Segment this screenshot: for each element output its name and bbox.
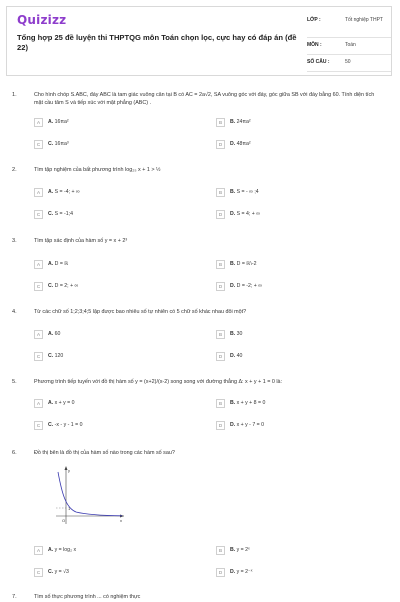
option-c[interactable]	[34, 282, 194, 293]
option-key: C.	[48, 422, 54, 428]
option-value: D = 2; + ∞	[54, 283, 79, 289]
option-key: B.	[230, 547, 236, 553]
option-letter-box: B	[216, 188, 225, 197]
option-letter-box: B	[216, 260, 225, 269]
option-value: 60	[54, 331, 61, 337]
question-text: Tìm số thực phương trình ... có nghiệm thực	[34, 594, 141, 600]
option-c[interactable]	[34, 421, 194, 432]
option-value: 24πa²	[236, 119, 251, 125]
question-text: Cho hình chóp S.ABC, đáy ABC là tam giác vuông cân tại B có AC = 2a√2, SA vuông góc với đáy, góc giữa SB với đáy bằng 60. Tính diện tích mặt cầu tâm S và tiếp xúc với mặt phẳng (ABC) .	[34, 92, 375, 106]
option-letter-box: A	[34, 118, 43, 127]
option-value: x + y = 0	[54, 400, 75, 406]
option-letter-box: C	[34, 568, 43, 577]
question-number: 3.	[12, 238, 17, 244]
option-a[interactable]	[34, 330, 194, 341]
meta-row-class	[307, 15, 391, 38]
option-value: S = 4; + ∞	[236, 211, 260, 217]
question-number: 5.	[12, 379, 17, 385]
option-key: A.	[48, 547, 54, 553]
option-letter-box: A	[34, 546, 43, 555]
option-value: 16πa²	[54, 119, 69, 125]
option-c[interactable]	[34, 140, 194, 151]
meta-value: 50	[345, 59, 351, 65]
option-letter-box: D	[216, 421, 225, 430]
option-letter-box: D	[216, 568, 225, 577]
option-key: D.	[230, 422, 236, 428]
question-text: Tìm tập xác định của hàm số y = x + 2³	[34, 238, 128, 244]
option-d[interactable]	[216, 210, 376, 221]
option-d[interactable]	[216, 568, 376, 579]
option-key: D.	[230, 353, 236, 359]
option-key: D.	[230, 283, 236, 289]
option-key: B.	[230, 400, 236, 406]
option-letter-box: B	[216, 546, 225, 555]
option-letter-box: B	[216, 330, 225, 339]
option-d[interactable]	[216, 352, 376, 363]
option-value: y = 2⁻ˣ	[236, 569, 253, 575]
option-b[interactable]	[216, 546, 376, 557]
option-value: -x - y - 1 = 0	[54, 422, 83, 428]
option-key: A.	[48, 400, 54, 406]
option-key: D.	[230, 569, 236, 575]
option-value: x + y + 8 = 0	[236, 400, 266, 406]
option-b[interactable]	[216, 260, 376, 271]
option-value: 40	[236, 353, 243, 359]
option-letter-box: D	[216, 282, 225, 291]
option-value: 48πa²	[236, 141, 251, 147]
option-value: y = log₂ x	[54, 547, 77, 553]
option-key: A.	[48, 189, 54, 195]
quizizz-logo: Quizizz	[17, 13, 67, 27]
option-letter-box: D	[216, 210, 225, 219]
option-d[interactable]	[216, 140, 376, 151]
option-key: D.	[230, 141, 236, 147]
question-number: 6.	[12, 450, 17, 456]
option-value: 120	[54, 353, 64, 359]
option-letter-box: D	[216, 140, 225, 149]
option-a[interactable]	[34, 260, 194, 271]
worksheet-header	[6, 6, 392, 76]
meta-value: Tốt nghiệp THPT	[345, 17, 383, 23]
option-letter-box: A	[34, 330, 43, 339]
meta-label: SỐ CÂU :	[307, 59, 330, 65]
option-letter-box: C	[34, 140, 43, 149]
option-key: C.	[48, 211, 54, 217]
option-value: D = ℝ	[54, 261, 69, 267]
meta-label: MÔN :	[307, 42, 322, 48]
option-value: 16πa³	[54, 141, 69, 147]
option-c[interactable]	[34, 210, 194, 221]
option-letter-box: C	[34, 421, 43, 430]
x-axis-label: x	[120, 518, 122, 523]
option-key: C.	[48, 569, 54, 575]
option-a[interactable]	[34, 546, 194, 557]
option-value: y = 2ˣ	[236, 547, 250, 553]
option-key: B.	[230, 189, 236, 195]
option-value: D = -2; + ∞	[236, 283, 262, 289]
option-key: B.	[230, 261, 236, 267]
option-letter-box: C	[34, 282, 43, 291]
question-number: 1.	[12, 92, 17, 98]
option-key: A.	[48, 119, 54, 125]
option-a[interactable]	[34, 399, 194, 410]
option-value: D = ℝ\-2	[236, 261, 257, 267]
option-letter-box: A	[34, 260, 43, 269]
option-letter-box: C	[34, 352, 43, 361]
option-letter-box: A	[34, 399, 43, 408]
option-key: C.	[48, 141, 54, 147]
option-letter-box: D	[216, 352, 225, 361]
option-value: 30	[236, 331, 243, 337]
function-graph	[54, 464, 124, 526]
option-key: C.	[48, 283, 54, 289]
option-letter-box: B	[216, 399, 225, 408]
option-b[interactable]	[216, 188, 376, 199]
tick-label: 1	[68, 506, 71, 511]
option-value: S = - ∞ ;4	[236, 189, 259, 195]
option-b[interactable]	[216, 118, 376, 129]
option-a[interactable]	[34, 118, 194, 129]
option-letter-box: C	[34, 210, 43, 219]
question-number: 4.	[12, 309, 17, 315]
meta-value: Toán	[345, 42, 356, 48]
question-text: Đồ thị bên là đồ thị của hàm số nào trong các hàm số sau?	[34, 450, 175, 456]
option-b[interactable]	[216, 330, 376, 341]
option-key: B.	[230, 331, 236, 337]
meta-row-subject	[307, 40, 391, 55]
question-text: Tìm tập nghiệm của bất phương trình log₂₅ x + 1 > ½	[34, 167, 161, 173]
option-value: S = -1;4	[54, 211, 73, 217]
question-number: 2.	[12, 167, 17, 173]
y-axis-label: y	[68, 468, 70, 473]
option-b[interactable]	[216, 399, 376, 410]
option-d[interactable]	[216, 421, 376, 432]
option-a[interactable]	[34, 188, 194, 199]
option-letter-box: A	[34, 188, 43, 197]
option-key: B.	[230, 119, 236, 125]
option-value: S = -4; + ∞	[54, 189, 80, 195]
option-value: y = √3	[54, 569, 69, 575]
option-letter-box: B	[216, 118, 225, 127]
option-value: x + y - 7 = 0	[236, 422, 265, 428]
question-text: Phương trình tiếp tuyến với đồ thị hàm số y = (x+2)/(x-2) song song với đường thẳng Δ: x + y + 1 = 0 là:	[34, 379, 283, 385]
option-key: A.	[48, 261, 54, 267]
question-number: 7.	[12, 594, 17, 600]
option-key: C.	[48, 353, 54, 359]
worksheet-title: Tổng hợp 25 đề luyện thi THPTQG môn Toán chọn lọc, cực hay có đáp án (đề 22)	[17, 33, 297, 52]
option-c[interactable]	[34, 352, 194, 363]
origin-label: O	[62, 518, 66, 523]
option-c[interactable]	[34, 568, 194, 579]
option-key: A.	[48, 331, 54, 337]
option-key: D.	[230, 211, 236, 217]
option-d[interactable]	[216, 282, 376, 293]
meta-row-count	[307, 57, 391, 72]
question-text: Từ các chữ số 1;2;3;4;5 lập được bao nhiêu số tự nhiên có 5 chữ số khác nhau đôi một?	[34, 309, 247, 315]
meta-label: LỚP :	[307, 17, 321, 23]
worksheet-meta	[307, 15, 391, 74]
